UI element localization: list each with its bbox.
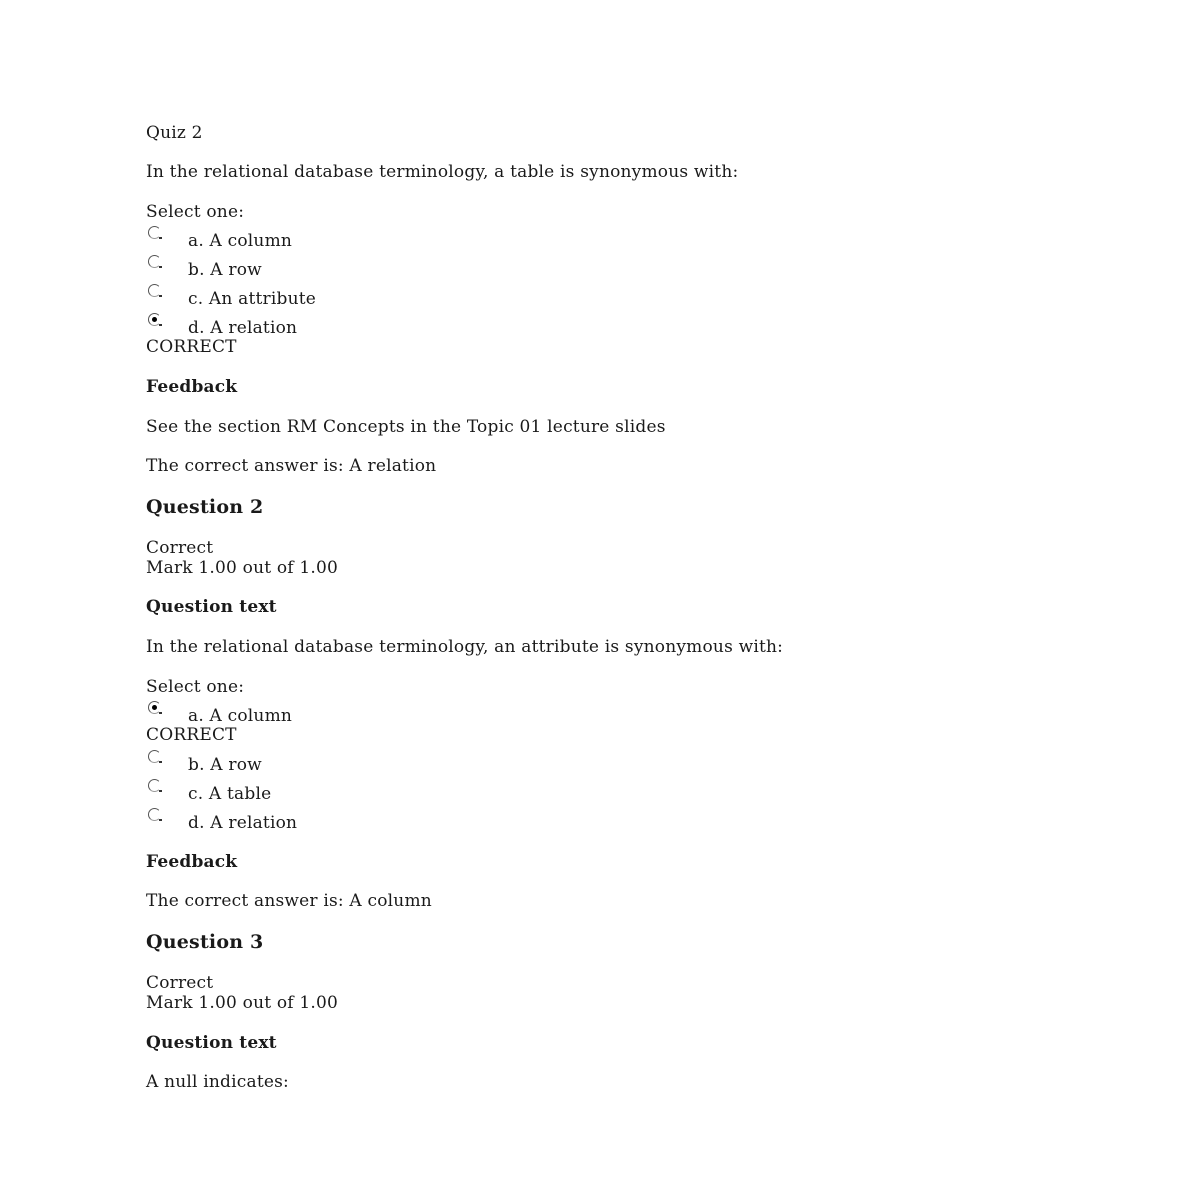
q1-result: CORRECT bbox=[146, 337, 237, 357]
option-label: c. An attribute bbox=[188, 289, 317, 309]
q1-feedback-heading: Feedback bbox=[146, 377, 238, 397]
q2-option-b[interactable] bbox=[146, 754, 546, 778]
radio-tick-mark bbox=[159, 790, 162, 792]
radio-tick-mark bbox=[159, 266, 162, 268]
q2-text: In the relational database terminology, an attribute is synonymous with: bbox=[146, 637, 784, 657]
q1-option-b[interactable] bbox=[146, 259, 546, 283]
q1-option-c[interactable] bbox=[146, 288, 546, 312]
q3-status: Correct bbox=[146, 973, 214, 993]
option-label: b. A row bbox=[188, 755, 262, 775]
q1-feedback-text: See the section RM Concepts in the Topic 01 lecture slides bbox=[146, 417, 666, 437]
q3-heading: Question 3 bbox=[146, 931, 264, 953]
option-label: b. A row bbox=[188, 260, 262, 280]
radio-tick-mark bbox=[159, 761, 162, 763]
q3-text: A null indicates: bbox=[146, 1072, 289, 1092]
q1-select-label: Select one: bbox=[146, 202, 245, 222]
q2-heading: Question 2 bbox=[146, 496, 264, 518]
option-label: d. A relation bbox=[188, 813, 298, 833]
q2-select-label: Select one: bbox=[146, 677, 245, 697]
q3-mark: Mark 1.00 out of 1.00 bbox=[146, 993, 339, 1013]
q2-feedback-heading: Feedback bbox=[146, 852, 238, 872]
q2-option-c[interactable] bbox=[146, 783, 546, 807]
radio-tick-mark bbox=[159, 324, 162, 326]
radio-tick-mark bbox=[159, 237, 162, 239]
radio-tick-mark bbox=[159, 819, 162, 821]
option-label: c. A table bbox=[188, 784, 272, 804]
q2-status: Correct bbox=[146, 538, 214, 558]
q2-text-heading: Question text bbox=[146, 597, 277, 617]
radio-tick-mark bbox=[159, 295, 162, 297]
q2-correct-answer: The correct answer is: A column bbox=[146, 891, 432, 911]
q1-text: In the relational database terminology, a table is synonymous with: bbox=[146, 162, 739, 182]
q1-option-a[interactable] bbox=[146, 230, 546, 254]
q3-text-heading: Question text bbox=[146, 1033, 277, 1053]
q2-option-d[interactable] bbox=[146, 812, 546, 836]
option-label: d. A relation bbox=[188, 318, 298, 338]
q2-mark: Mark 1.00 out of 1.00 bbox=[146, 558, 339, 578]
quiz-title: Quiz 2 bbox=[146, 123, 203, 143]
option-label: a. A column bbox=[188, 706, 293, 726]
radio-tick-mark bbox=[159, 712, 162, 714]
q1-correct-answer: The correct answer is: A relation bbox=[146, 456, 437, 476]
option-label: a. A column bbox=[188, 231, 293, 251]
q2-result: CORRECT bbox=[146, 725, 237, 745]
